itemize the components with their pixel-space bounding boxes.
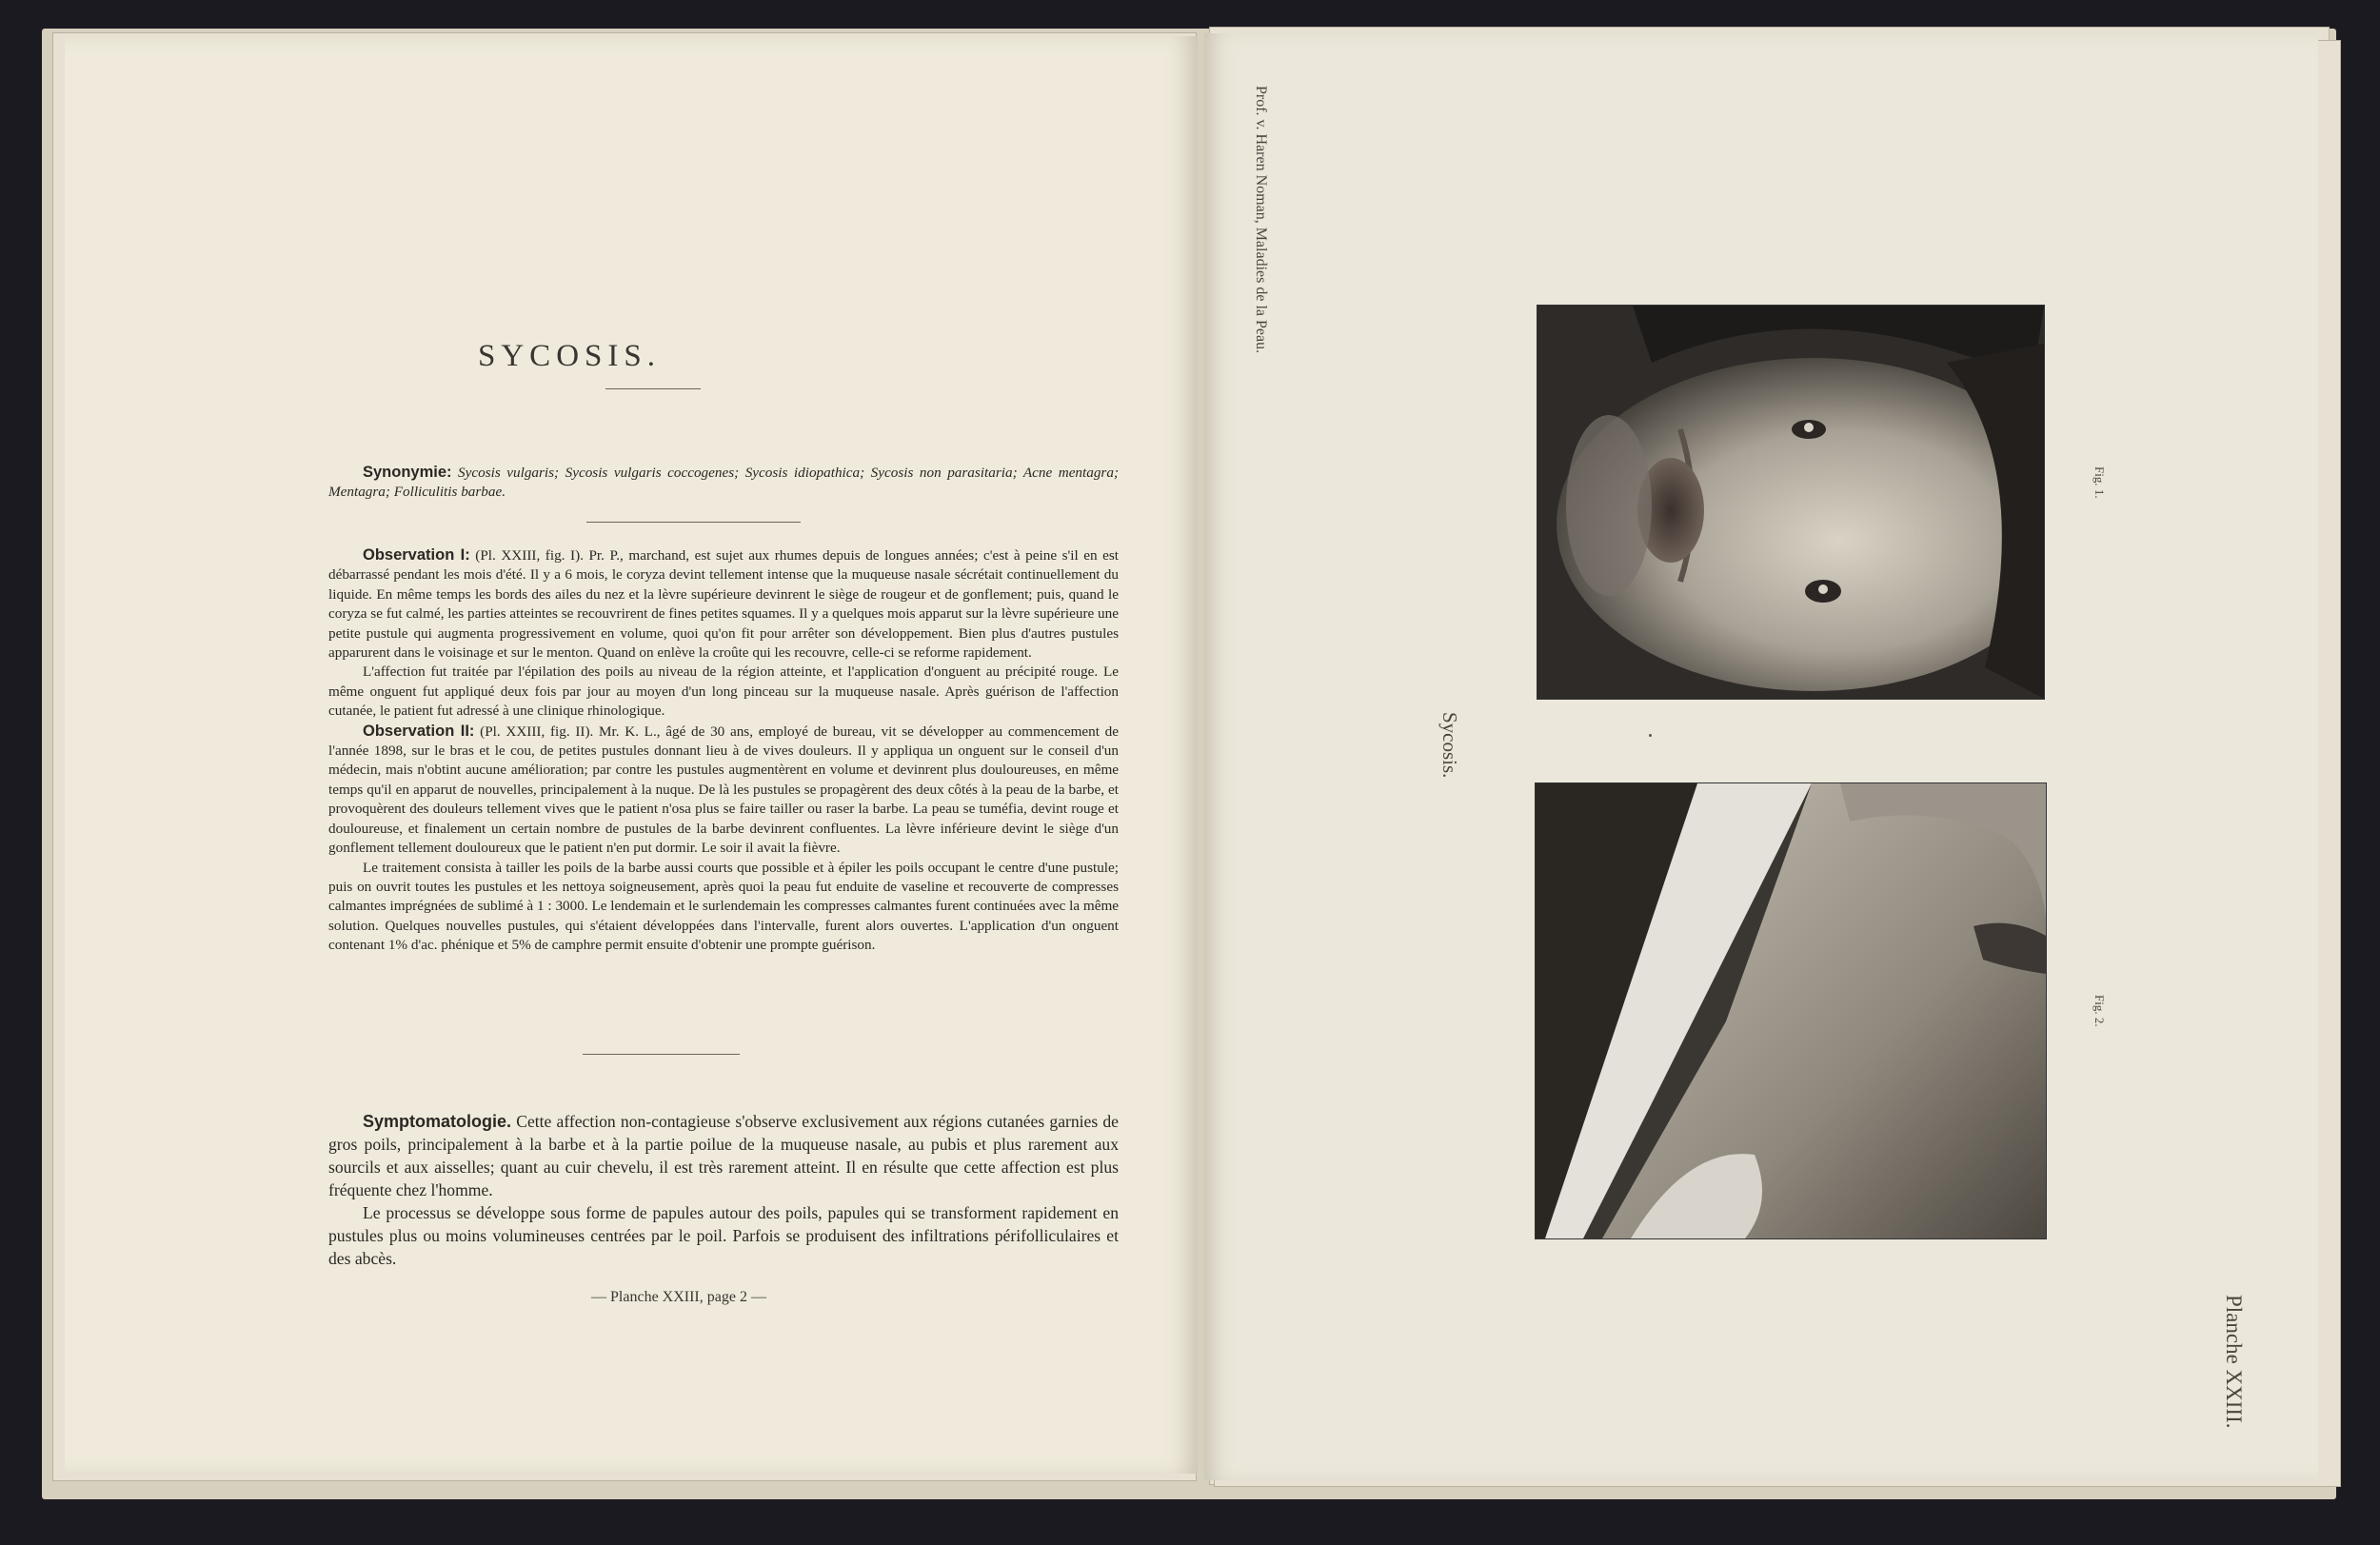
author-line: Prof. v. Haren Noman, Maladies de la Peau. (1253, 86, 1269, 354)
observation-2-text: (Pl. XXIII, fig. II). Mr. K. L., âgé de 30 ans, employé de bureau, vit se développer au commencement de l'année 1898, sur le bras et le cou, de petites pustules donnant lieu à de vives douleurs. Il y appliqua un onguent sur le conseil d'un médecin, mais n'obtint aucune amélioration; par contre les pustules augmentèrent en volume et devinrent plus douloureuses, en même temps qu'il en apparut de nouvelles, principalement à la nuque. De là les pustules se propagèrent des deux côtés à la peau de la barbe, et provoquèrent des douleurs tellement vives que le patient n'osa plus se faire tailler ou raser la barbe. La peau se tuméfia, devint rouge et douloureuse, et finalement un certain nombre de pustules de la barbe devinrent confluentes. La lèvre inférieure devint le siège d'un gonflement tellement douloureux que le patient n'en put dormir. Le soir il avait la fièvre. (328, 723, 1120, 857)
plate-label: Planche XXIII. (2222, 1295, 2246, 1429)
margin-dot (1649, 734, 1652, 737)
page-footer: — Planche XXIII, page 2 — (591, 1289, 766, 1305)
observation-1-treatment: L'affection fut traitée par l'épilation des poils au niveau de la région atteinte, et l'application d'onguent au précipité rouge. Le même onguent fut appliqué deux fois par jour au moyen d'un long pinceau sur la muqueuse nasale. Après guérison de l'affection cutanée, le patient fut adressé à une clinique rhinologique. (328, 664, 1119, 720)
observation-2-heading: Observation II: (363, 722, 475, 740)
page-title: SYCOSIS. (478, 339, 661, 373)
figure-2-label: Fig. 2. (2092, 995, 2107, 1027)
symptomatology-section (328, 1110, 1119, 1270)
title-rule (605, 388, 701, 389)
observation-2-treatment: Le traitement consista à tailler les poils de la barbe aussi courts que possible et à épiler les poils occupant le centre d'une pustule; puis on ouvrit toutes les pustules et les nettoya soigneusement, après quoi la peau fut enduite de vaseline et recouverte de compresses calmantes imprégnées de sublimé à 1 : 3000. Le lendemain et le surlendemain les compresses calmantes furent continuées avec la même solution. Quelques nouvelles pustules, qui s'étaient développées dans l'intervalle, furent alors ouvertes. L'application d'un onguent contenant 1% d'ac. phénique et 5% de camphre permit ensuite d'obtenir une prompte guérison. (328, 859, 1119, 954)
observations-section (328, 545, 1119, 956)
right-page (1204, 33, 2318, 1480)
section-rule (583, 1054, 740, 1055)
synonymy-heading: Synonymie: (363, 464, 452, 481)
observation-1-heading: Observation I: (363, 546, 470, 564)
figure-2-photo (1535, 782, 2047, 1239)
symptomatology-text-2: Le processus se développe sous forme de papules autour des poils, papules qui se transforment rapidement en pustules plus ou moins volumineuses centrées par le poil. Parfois se produisent des infiltrations périfolliculaires et des abcès. (328, 1203, 1119, 1268)
observation-1-text: (Pl. XXIII, fig. I). Pr. P., marchand, est sujet aux rhumes depuis de longues années; c'est à peine s'il en est débarrassé pendant les mois d'été. Il y a 6 mois, le coryza devint tellement intense que la muqueuse nasale sécrétait continuellement du liquide. En même temps les bords des ailes du nez et la lèvre supérieure devinrent le siège de rougeur et de gonflement; puis, quand le coryza se fut calmé, les parties atteintes se recouvrirent de fines petites squames. Il y a quelques mois apparut sur la lèvre supérieure une petite pustule qui augmenta progressivement en volume, quoi qu'on fit pour arrêter son développement. Bien plus d'autres pustules apparurent dans le voisinage et sur le menton. Quand on enlève la croûte qui les recouvre, celle-ci se reforme rapidement. (328, 547, 1120, 662)
symptomatology-text: Cette affection non-contagieuse s'observe exclusivement aux régions cutanées garnies de gros poils, principalement à la barbe et à la partie poilue de la muqueuse nasale, au pubis et plus rarement aux sourcils et aux aisselles; quant au cuir chevelu, il est très rarement atteint. Il en résulte que cette affection est plus fréquente chez l'homme. (328, 1112, 1119, 1199)
center-caption: Sycosis. (1438, 712, 1461, 779)
synonymy-text: Sycosis vulgaris; Sycosis vulgaris coccogenes; Sycosis idiopathica; Sycosis non parasitaria; Acne mentagra; Mentagra; Folliculitis barbae. (328, 465, 1119, 501)
figure-1-label: Fig. 1. (2092, 466, 2107, 499)
symptomatology-heading: Symptomatologie. (363, 1112, 512, 1131)
section-rule (586, 522, 801, 523)
figure-1-photo (1537, 305, 2045, 700)
left-page (65, 36, 1198, 1474)
synonymy-section (328, 463, 1119, 503)
